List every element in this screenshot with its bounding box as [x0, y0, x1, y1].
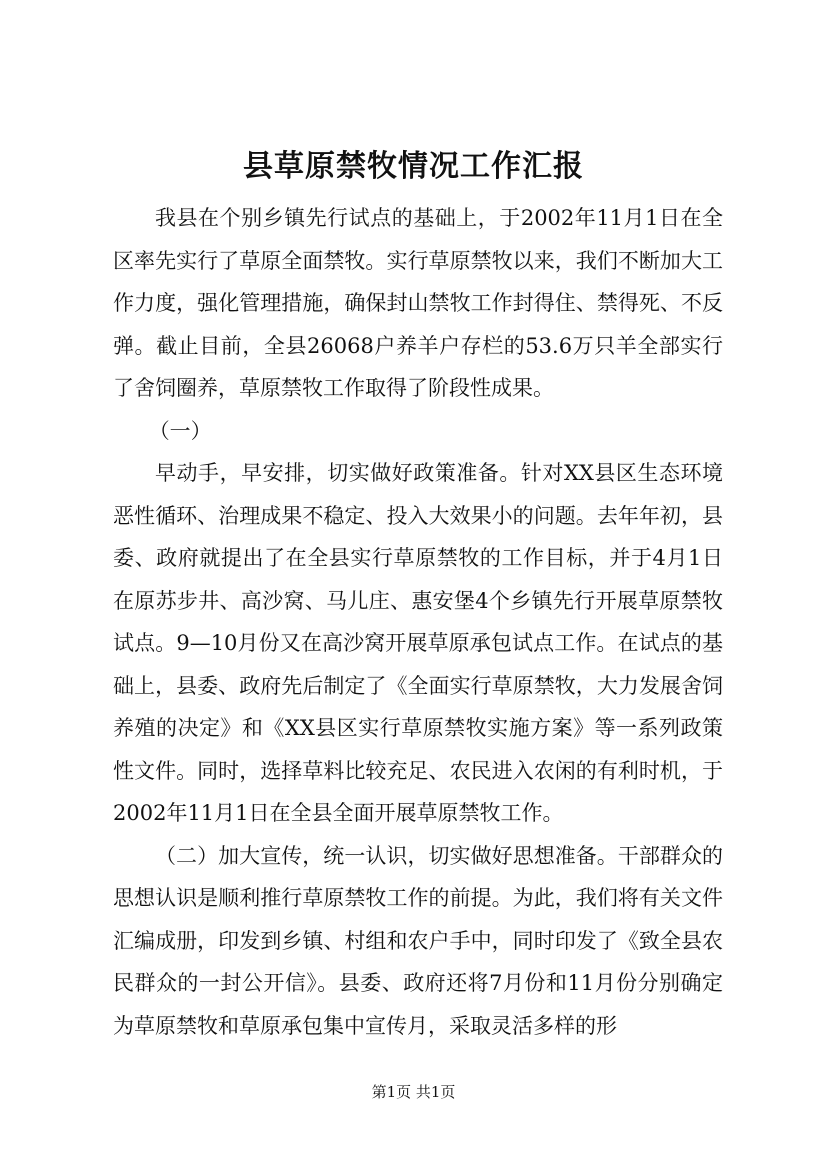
paragraph-intro: 我县在个别乡镇先行试点的基础上，于2002年11月1日在全区率先实行了草原全面禁牧。实行草原禁牧以来，我们不断加大工作力度，强化管理措施，确保封山禁牧工作封得住、禁得死、不反弹。截止目前，全县26068户养羊户存栏的53.6万只羊全部实行了舍饲圈养，草原禁牧工作取得了阶段性成果。: [113, 206, 723, 400]
page-number-footer: 第1页 共1页: [371, 1083, 456, 1101]
document-title: 县草原禁牧情况工作汇报: [243, 149, 584, 184]
document-body: [113, 197, 723, 1047]
paragraph-publicity: （二）加大宣传，统一认识，切实做好思想准备。干部群众的思想认识是顺利推行草原禁牧工作的前提。为此，我们将有关文件汇编成册，印发到乡镇、村组和农户手中，同时印发了《致全县农民群众的一封公开信》。县委、政府还将7月份和11月份分别确定为草原禁牧和草原承包集中宣传月，采取灵活多样的形: [113, 843, 723, 1038]
section-heading-one: （一）: [148, 418, 212, 443]
paragraph-policy-preparation: 早动手，早安排，切实做好政策准备。针对XX县区生态环境恶性循环、治理成果不稳定、投入大效果小的问题。去年年初，县委、政府就提出了在全县实行草原禁牧的工作目标，并于4月1日在原苏步井、高沙窝、马儿庄、惠安堡4个乡镇先行开展草原禁牧试点。9—10月份又在高沙窝开展草原承包试点工作。在试点的基础上，县委、政府先后制定了《全面实行草原禁牧，大力发展舍饲养殖的决定》和《XX县区实行草原禁牧实施方案》等一系列政策性文件。同时，选择草料比较充足、农民进入农闲的有利时机，于2002年11月1日在全县全面开展草原禁牧工作。: [113, 461, 723, 825]
